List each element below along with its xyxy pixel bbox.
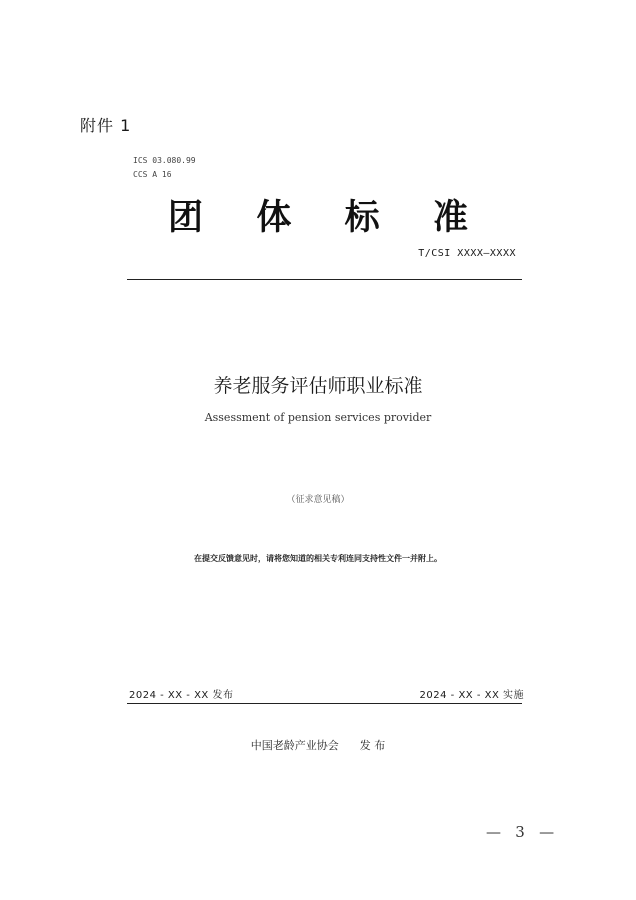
effective-date: 2024 - XX - XX 实施	[419, 690, 524, 701]
document-title-zh: 养老服务评估师职业标准	[213, 375, 423, 397]
draft-status: （征求意见稿）	[286, 495, 350, 505]
publish-date: 2024 - XX - XX 发布	[129, 690, 234, 701]
publisher: 中国老龄产业协会 发 布	[250, 739, 386, 752]
standard-type-char: 准	[432, 198, 468, 238]
header-divider	[127, 279, 522, 280]
standard-type-char: 标	[344, 198, 380, 238]
standard-code: T/CSI XXXX—XXXX	[418, 248, 516, 259]
page-number: — 3 —	[486, 823, 555, 841]
ics-code: ICS 03.080.99	[133, 156, 196, 165]
standard-type-char: 体	[256, 198, 292, 238]
document-title-en: Assessment of pension services provider	[204, 411, 432, 424]
standard-type-title	[168, 190, 468, 240]
patent-note: 在提交反馈意见时，请将您知道的相关专利连同支持性文件一并附上。	[194, 554, 442, 563]
standard-type-char: 团	[168, 198, 204, 238]
footer-divider	[127, 703, 522, 704]
attachment-label: 附件 1	[80, 116, 132, 135]
ccs-code: CCS A 16	[133, 170, 172, 179]
